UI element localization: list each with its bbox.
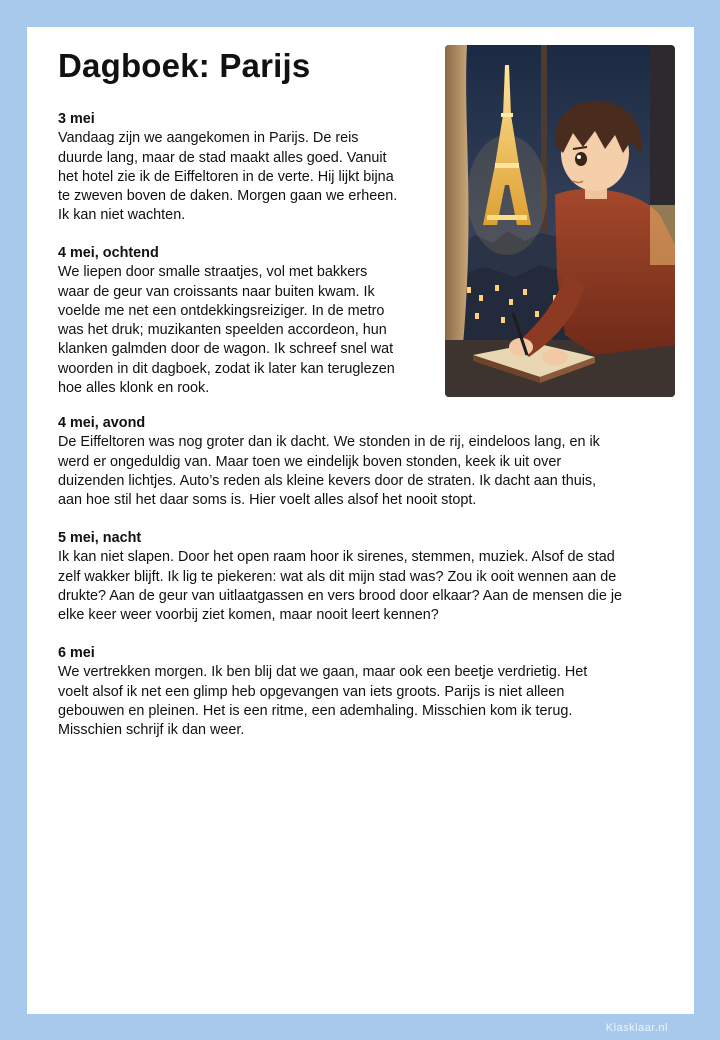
- entry-text: We vertrekken morgen. Ik ben blij dat we gaan, maar ook een beetje verdrietig. Het voelt alsof ik net een glimp heb opgevangen van iets groots. Parijs is niet alleen gebouwen en pleinen. Het is een ritme, een ademhaling. Misschien kom ik terug. Misschien schrijf ik dan weer.: [58, 664, 588, 739]
- entry-date: 4 mei, avond: [58, 415, 146, 431]
- entry-date: 3 mei: [58, 111, 95, 127]
- diary-entry-5-mei-nacht: [58, 529, 668, 625]
- entry-text: Vandaag zijn we aangekomen in Parijs. De reis duurde lang, maar de stad maakt alles goed. Vanuit het hotel zie ik de Eiffeltoren in de verte. Hij lijkt bijna te zweven boven de daken. Morgen gaan we erheen. Ik kan niet wachten.: [58, 130, 398, 224]
- diary-entry-4-mei-ochtend: [58, 244, 428, 398]
- page-title: Dagboek: Parijs: [58, 47, 311, 84]
- entry-text: We liepen door smalle straatjes, vol met bakkers waar de geur van croissants naar buiten kwam. Ik voelde me net een ontdekkingsreiziger. In de metro was het druk; muzikanten speelden accordeon, hun klanken galmden door de wagon. Ik schreef snel wat woorden in dit dagboek, zodat ik later kan teruglezen hoe alles klonk en rook.: [58, 264, 395, 397]
- diary-entry-3-mei: [58, 110, 428, 226]
- boy-writing-diary-eiffel-tower-illustration: [445, 45, 675, 397]
- worksheet-page: [27, 27, 694, 1014]
- footer-brand: Klasklaar.nl: [605, 1022, 668, 1034]
- entry-text: Ik kan niet slapen. Door het open raam hoor ik sirenes, stemmen, muziek. Alsof de stad zelf wakker blijft. Ik lig te piekeren: wat als dit mijn stad was? Zou ik ooit wennen aan de drukte? Aan de geur van uitlaatgassen en vers brood door elkaar? Aan de mensen die je elke keer weer voorbij ziet komen, maar nooit leert kennen?: [58, 549, 623, 624]
- entry-text: De Eiffeltoren was nog groter dan ik dacht. We stonden in de rij, eindeloos lang, en ik werd er ongeduldig van. Maar toen we eindelijk boven stonden, keek ik uit over duizenden lichtjes. Auto’s reden als kleine kevers door de straten. Ik dacht aan thuis, aan hoe stil het daar soms is. Hier voelt alles alsof het nooit stopt.: [58, 434, 600, 509]
- entry-date: 6 mei: [58, 645, 95, 661]
- diary-entry-4-mei-avond: [58, 414, 658, 510]
- entry-date: 4 mei, ochtend: [58, 245, 159, 261]
- diary-entry-6-mei: [58, 644, 658, 740]
- entry-date: 5 mei, nacht: [58, 530, 142, 546]
- illustration-svg: [445, 45, 675, 397]
